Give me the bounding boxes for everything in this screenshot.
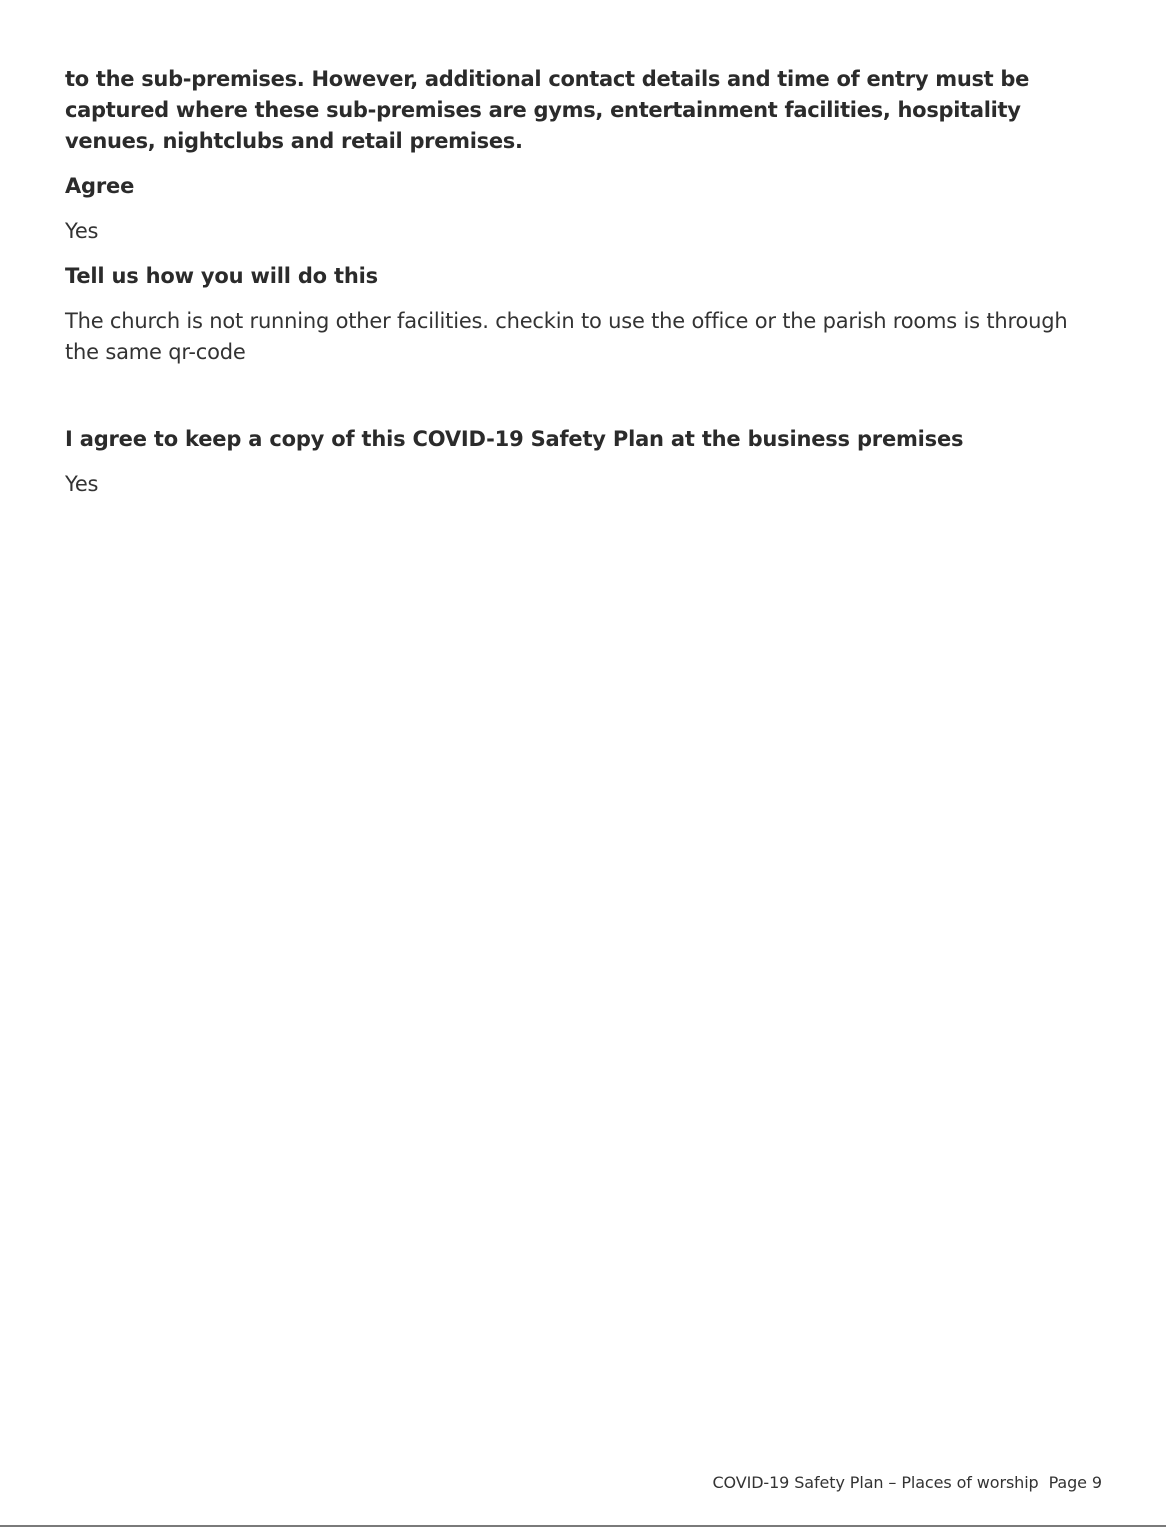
- intro-paragraph: to the sub-premises. However, additional contact details and time of entry must be captured where these sub-premises are gyms, entertainment facilities, hospitality venues, nightclubs and retail premises.: [65, 67, 1030, 153]
- copy-agreement-value: Yes: [65, 472, 99, 496]
- how-value: The church is not running other facilities. checkin to use the office or the parish rooms is through the same qr-code: [65, 309, 1068, 364]
- agree-label: Agree: [65, 174, 135, 198]
- copy-agreement-label: I agree to keep a copy of this COVID-19 Safety Plan at the business premises: [65, 427, 964, 451]
- page-footer: COVID-19 Safety Plan – Places of worship Page 9: [712, 1473, 1102, 1492]
- bottom-divider: [0, 1525, 1166, 1527]
- how-label: Tell us how you will do this: [65, 264, 378, 288]
- agree-value: Yes: [65, 219, 99, 243]
- page-content: [65, 64, 1105, 500]
